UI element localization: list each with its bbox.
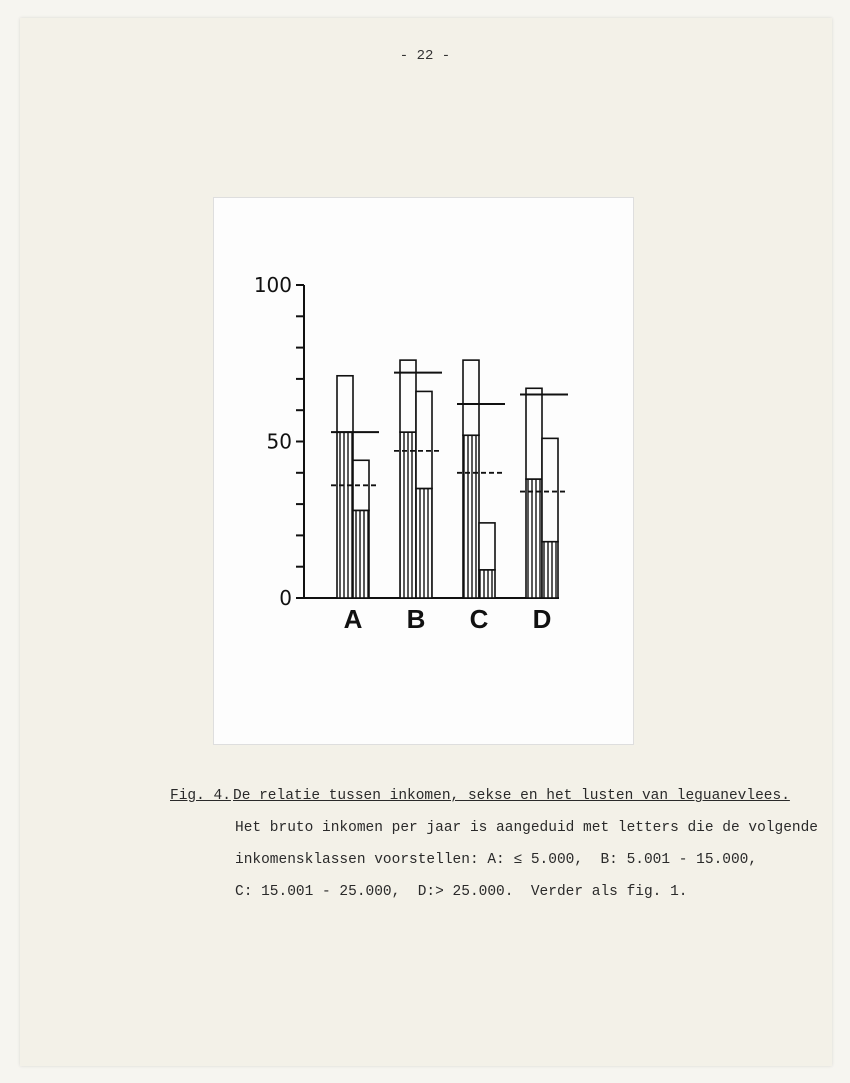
bar-hatched — [400, 432, 416, 598]
bar-open — [542, 438, 558, 541]
caption-line-3: C: 15.001 - 25.000, D:> 25.000. Verder als fig. 1. — [235, 884, 688, 900]
bar-hatched — [416, 488, 432, 598]
y-tick-label: 50 — [266, 429, 292, 454]
bar-chart — [214, 198, 633, 744]
y-tick-label: 0 — [279, 586, 292, 610]
bar-hatched — [353, 510, 369, 598]
caption-line-1: Het bruto inkomen per jaar is aangeduid met letters die de volgende — [235, 820, 818, 836]
bar-open — [337, 376, 353, 432]
category-label: A — [343, 604, 363, 634]
bar-open — [479, 523, 495, 570]
bar-hatched — [337, 432, 353, 598]
bar-open — [416, 391, 432, 488]
bar-hatched — [463, 435, 479, 598]
page-number: - 22 - — [399, 48, 451, 64]
figure-photo — [213, 197, 634, 745]
bar-open — [463, 360, 479, 435]
bar-open — [526, 388, 542, 479]
bar-hatched — [542, 542, 558, 598]
category-label: B — [406, 604, 426, 634]
category-label: D — [532, 604, 552, 634]
figure-label: Fig. 4. — [170, 788, 231, 804]
y-tick-label: 100 — [253, 273, 292, 297]
category-label: C — [469, 604, 489, 634]
bar-hatched — [526, 479, 542, 598]
caption-line-2: inkomensklassen voorstellen: A: ≤ 5.000, B: 5.001 - 15.000, — [235, 852, 758, 868]
bar-open — [400, 360, 416, 432]
bar-hatched — [479, 570, 495, 598]
figure-title: De relatie tussen inkomen, sekse en het lusten van leguanevlees. — [233, 788, 790, 804]
